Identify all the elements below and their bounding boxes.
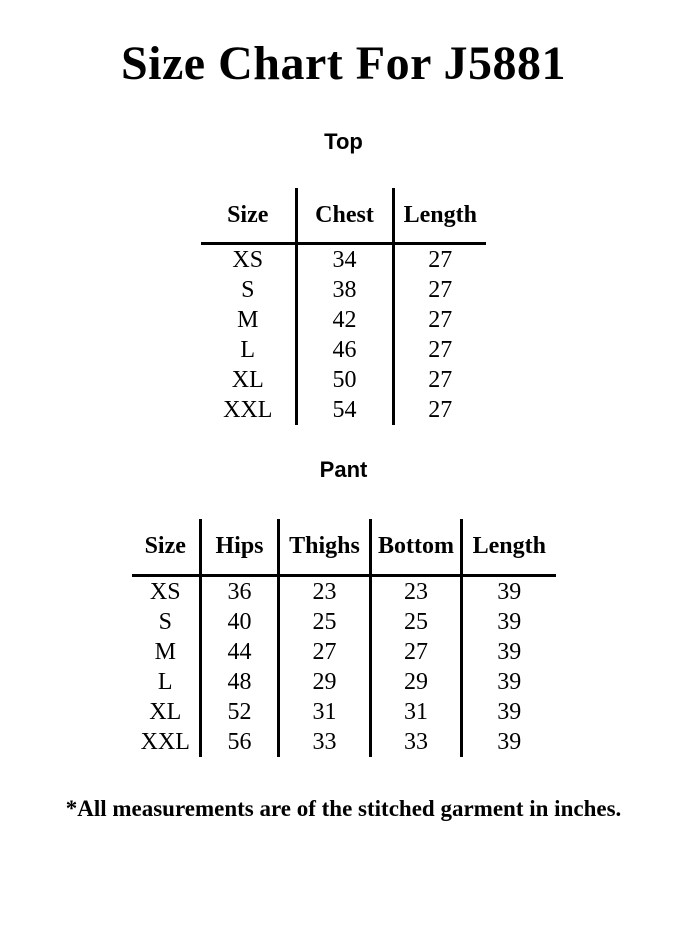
table-cell: 29 <box>371 667 462 697</box>
top-size-table <box>201 188 486 426</box>
table-cell: 27 <box>393 275 486 305</box>
pant-size-section <box>0 458 687 757</box>
table-cell: M <box>154 638 176 665</box>
column-header: Length <box>393 188 486 244</box>
table-cell: 27 <box>393 244 486 276</box>
column-header: Size <box>132 519 201 575</box>
column-header: Length <box>462 519 556 575</box>
table-cell: XXL <box>223 397 273 424</box>
table-row <box>132 667 556 697</box>
table-cell: 56 <box>201 727 279 757</box>
table-cell: XXL <box>140 728 190 755</box>
header-row <box>201 188 486 244</box>
table-cell: 23 <box>279 575 371 607</box>
table-cell: 39 <box>462 637 556 667</box>
table-cell: 50 <box>296 365 393 395</box>
table-cell: XL <box>231 367 264 394</box>
section-label-top: Top <box>324 128 363 154</box>
table-cell: 52 <box>201 697 279 727</box>
table-cell: 34 <box>296 244 393 276</box>
footnote: *All measurements are of the stitched garment in inches. <box>65 795 622 821</box>
table-row <box>201 275 486 305</box>
table-row <box>132 727 556 757</box>
table-cell: 33 <box>279 727 371 757</box>
table-cell: L <box>157 668 173 695</box>
table-cell: 27 <box>393 305 486 335</box>
table-row <box>132 607 556 637</box>
column-header: Chest <box>296 188 393 244</box>
table-cell: 31 <box>371 697 462 727</box>
table-cell: 29 <box>279 667 371 697</box>
table-cell: 48 <box>201 667 279 697</box>
table-row <box>201 305 486 335</box>
table-cell: 39 <box>462 727 556 757</box>
table-cell: 23 <box>371 575 462 607</box>
table-cell: 39 <box>462 575 556 607</box>
table-cell: S <box>241 277 255 304</box>
table-cell: 27 <box>393 335 486 365</box>
table-cell: XS <box>232 247 264 274</box>
table-cell: 36 <box>201 575 279 607</box>
table-cell: 40 <box>201 607 279 637</box>
table-row <box>132 637 556 667</box>
table-cell: 25 <box>371 607 462 637</box>
pant-size-table <box>132 519 556 757</box>
table-cell: 33 <box>371 727 462 757</box>
table-cell: 25 <box>279 607 371 637</box>
table-cell: 39 <box>462 697 556 727</box>
table-cell: L <box>240 337 256 364</box>
column-header: Bottom <box>371 519 462 575</box>
table-row <box>201 335 486 365</box>
table-cell: 27 <box>371 637 462 667</box>
page-title: Size Chart For J5881 <box>120 37 567 90</box>
column-header: Hips <box>201 519 279 575</box>
table-cell: 27 <box>279 637 371 667</box>
table-row <box>132 697 556 727</box>
table-cell: S <box>158 608 172 635</box>
table-cell: XL <box>149 698 182 725</box>
table-cell: 46 <box>296 335 393 365</box>
table-cell: 38 <box>296 275 393 305</box>
column-header: Size <box>201 188 296 244</box>
column-header: Thighs <box>279 519 371 575</box>
table-row <box>201 244 486 276</box>
section-label-pant: Pant <box>319 457 368 483</box>
table-cell: M <box>237 307 259 334</box>
top-size-section <box>0 130 687 426</box>
table-row <box>201 365 486 395</box>
table-cell: 39 <box>462 667 556 697</box>
table-cell: 31 <box>279 697 371 727</box>
table-cell: 42 <box>296 305 393 335</box>
table-cell: 54 <box>296 395 393 425</box>
table-cell: 44 <box>201 637 279 667</box>
table-cell: 27 <box>393 395 486 425</box>
table-row <box>201 395 486 425</box>
table-cell: 27 <box>393 365 486 395</box>
table-cell: XS <box>149 578 181 605</box>
size-chart-page <box>0 38 687 927</box>
table-row <box>132 575 556 607</box>
table-cell: 39 <box>462 607 556 637</box>
header-row <box>132 519 556 575</box>
